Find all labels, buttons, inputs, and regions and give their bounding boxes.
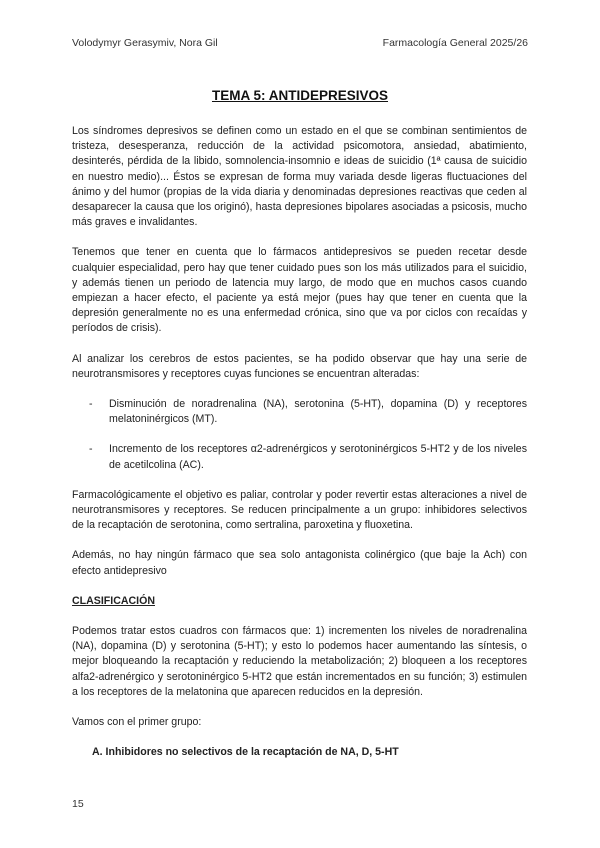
page-title: TEMA 5: ANTIDEPRESIVOS <box>211 88 389 103</box>
header-authors: Volodymyr Gerasymiv, Nora Gil <box>72 37 218 49</box>
list-item <box>72 397 527 427</box>
section-heading: CLASIFICACIÓN <box>72 594 155 607</box>
alterations-list <box>72 397 527 473</box>
list-dash: - <box>89 398 93 411</box>
list-item-text: Disminución de noradrenalina (NA), serotonina (5-HT), dopamina (D) y receptores melatoninérgicos (MT). <box>109 398 527 426</box>
document-body <box>72 124 527 761</box>
list-item <box>72 442 527 472</box>
list-dash: - <box>89 443 93 456</box>
page-number: 15 <box>72 798 84 810</box>
paragraph-analysis: Al analizar los cerebros de estos pacientes, se ha podido observar que hay una serie de neurotransmisores y receptores cuyas funciones se encuentran alteradas: <box>72 352 527 380</box>
paragraph-prescription: Tenemos que tener en cuenta que lo fármacos antidepresivos se pueden recetar desde cualquier especialidad, pero hay que tener cuidado pues son los más utilizados para el suicidio, y además tienen un periodo de latencia muy largo, de modo que en muchos casos cuando empiezan a hacer efecto, el paciente ya está mejor (pues hay que tener en cuenta que la depresión generalmente no es una enfermedad crónica, sino que va por ciclos con recaídas y períodos de crisis). <box>72 246 527 335</box>
list-item-text: Incremento de los receptores α2-adrenérgicos y serotoninérgicos 5-HT2 y de los niveles de acetilcolina (AC). <box>109 443 527 471</box>
paragraph-first-group: Vamos con el primer grupo: <box>72 716 202 729</box>
paragraph-objective: Farmacológicamente el objetivo es paliar, controlar y poder revertir estas alteraciones a nivel de neurotransmisores y receptores. Se reducen principalmente a un grupo: inhibidores selectivos de la recaptación de serotonina, como sertralina, paroxetina y fluoxetina. <box>72 488 527 532</box>
paragraph-cholinergic: Además, no hay ningún fármaco que sea solo antagonista colinérgico (que baje la Ach) con efecto antidepresivo <box>72 549 527 577</box>
header-course: Farmacología General 2025/26 <box>382 37 528 49</box>
page-header <box>72 37 528 49</box>
paragraph-definition: Los síndromes depresivos se definen como un estado en el que se combinan sentimientos de tristeza, desesperanza, reducción de la actividad psicomotora, ansiedad, abatimiento, desinterés, pérdida de la libido, somnolencia-insomnio e ideas de suicidio (1ª causa de suicidio en nuestro medio)... Éstos se expresan de forma muy variada desde ligeras fluctuaciones del ánimo y del humor (propias de la vida diaria y denominadas depresiones reactivas que ceden al desaparecer la causa que los originó), hasta depresiones bipolares asociadas a psicosis, mucho más graves e invalidantes. <box>72 125 527 229</box>
subheading-group-a: A. Inhibidores no selectivos de la recaptación de NA, D, 5-HT <box>92 746 399 759</box>
paragraph-classification: Podemos tratar estos cuadros con fármacos que: 1) incrementen los niveles de noradrenalina (NA), dopamina (D) y serotonina (5-HT); y esto lo podemos hacer aumentando las síntesis, o mejor bloqueando la recaptación y reduciendo la metabolización; 2) bloqueen a los receptores alfa2-adrenérgico y serotoninérgico 5-HT2 que están incrementados en su función; 3) estimulen a los receptores de la melatonina que aparecen reducidos en la depresión. <box>72 625 527 698</box>
